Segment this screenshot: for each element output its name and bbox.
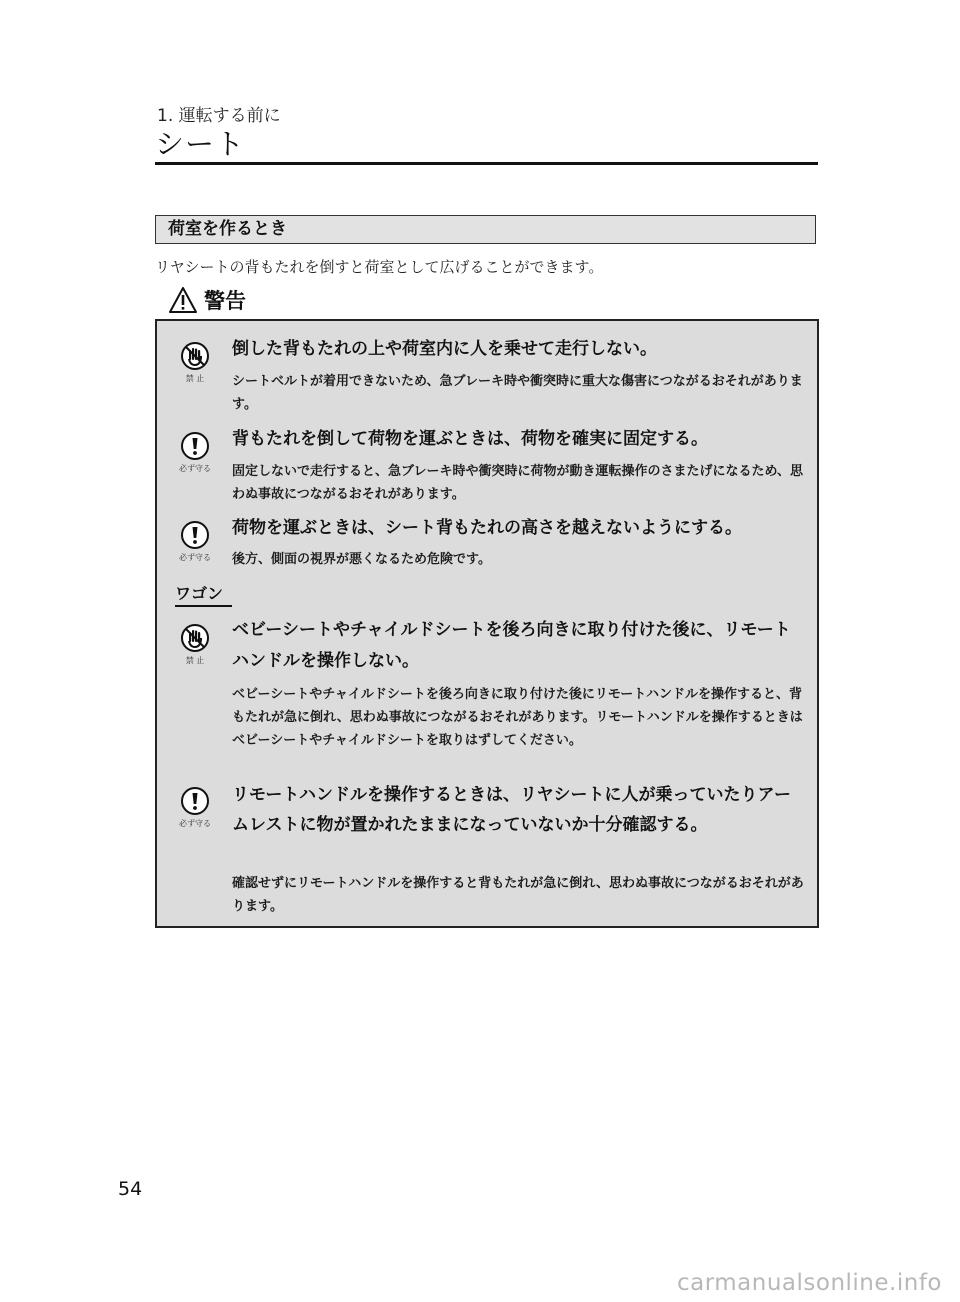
header-rule — [155, 162, 818, 165]
icon-caption: 禁 止 — [185, 656, 205, 665]
mandatory-exclamation-icon — [180, 520, 210, 550]
watermark: carmanualsonline.info — [676, 1270, 942, 1296]
mandatory-exclamation-icon — [180, 786, 210, 816]
warning-item-title: 背もたれを倒して荷物を運ぶときは、荷物を確実に固定する。 — [232, 429, 708, 449]
section-heading: 荷室を作るとき — [155, 215, 816, 244]
chapter-label: 1. 運転する前に — [157, 106, 281, 126]
prohibit-badge — [173, 623, 217, 666]
warning-item-title: 倒した背もたれの上や荷室内に人を乗せて走行しない。 — [232, 339, 657, 359]
warning-item-title: リモートハンドルを操作するときは、リヤシートに人が乗っていたりアームレストに物が置かれたままになっていないか十分確認する。 — [232, 785, 791, 835]
prohibit-badge — [173, 341, 217, 384]
warning-item-body: 確認せずにリモートハンドルを操作すると背もたれが急に倒れ、思わぬ事故につながるおそれがあります。 — [232, 876, 804, 914]
warning-item-title: ベビーシートやチャイルドシートを後ろ向きに取り付けた後に、リモートハンドルを操作しない。 — [232, 620, 791, 671]
icon-caption: 必ず守る — [179, 819, 211, 828]
warning-item-body: 後方、側面の視界が悪くなるため危険です。 — [232, 552, 491, 567]
page-title: シート — [155, 127, 246, 161]
mandatory-exclamation-icon — [180, 431, 210, 461]
warning-box — [155, 319, 819, 928]
icon-caption: 必ず守る — [179, 464, 211, 473]
warning-heading — [168, 285, 246, 315]
warning-item-title: 荷物を運ぶときは、シート背もたれの高さを越えないようにする。 — [232, 518, 742, 538]
prohibit-hand-icon — [180, 623, 210, 653]
icon-caption: 必ず守る — [179, 553, 211, 562]
warning-label: 警告 — [204, 289, 246, 313]
page-number: 54 — [118, 1178, 143, 1200]
section-intro: リヤシートの背もたれを倒すと荷室として広げることができます。 — [155, 258, 604, 276]
warning-item-body: ベビーシートやチャイルドシートを後ろ向きに取り付けた後にリモートハンドルを操作すると、背もたれが急に倒れ、思わぬ事故につながるおそれがあります。リモートハンドルを操作するときはベビーシートやチャイルドシートを取りはずしてください。 — [232, 687, 803, 748]
mandatory-badge — [173, 431, 217, 474]
warning-item-body: シートベルトが着用できないため、急ブレーキ時や衝突時に重大な傷害につながるおそれがあります。 — [232, 374, 803, 412]
mandatory-badge — [173, 520, 217, 563]
icon-caption: 禁 止 — [185, 374, 205, 383]
warning-item-body: 固定しないで走行すると、急ブレーキ時や衝突時に荷物が動き運転操作のさまたげになるため、思わぬ事故につながるおそれがあります。 — [232, 464, 803, 502]
mandatory-badge — [173, 786, 217, 829]
wagon-subheading: ワゴン — [175, 581, 232, 607]
warning-triangle-icon — [168, 286, 198, 314]
prohibit-hand-icon — [180, 341, 210, 371]
